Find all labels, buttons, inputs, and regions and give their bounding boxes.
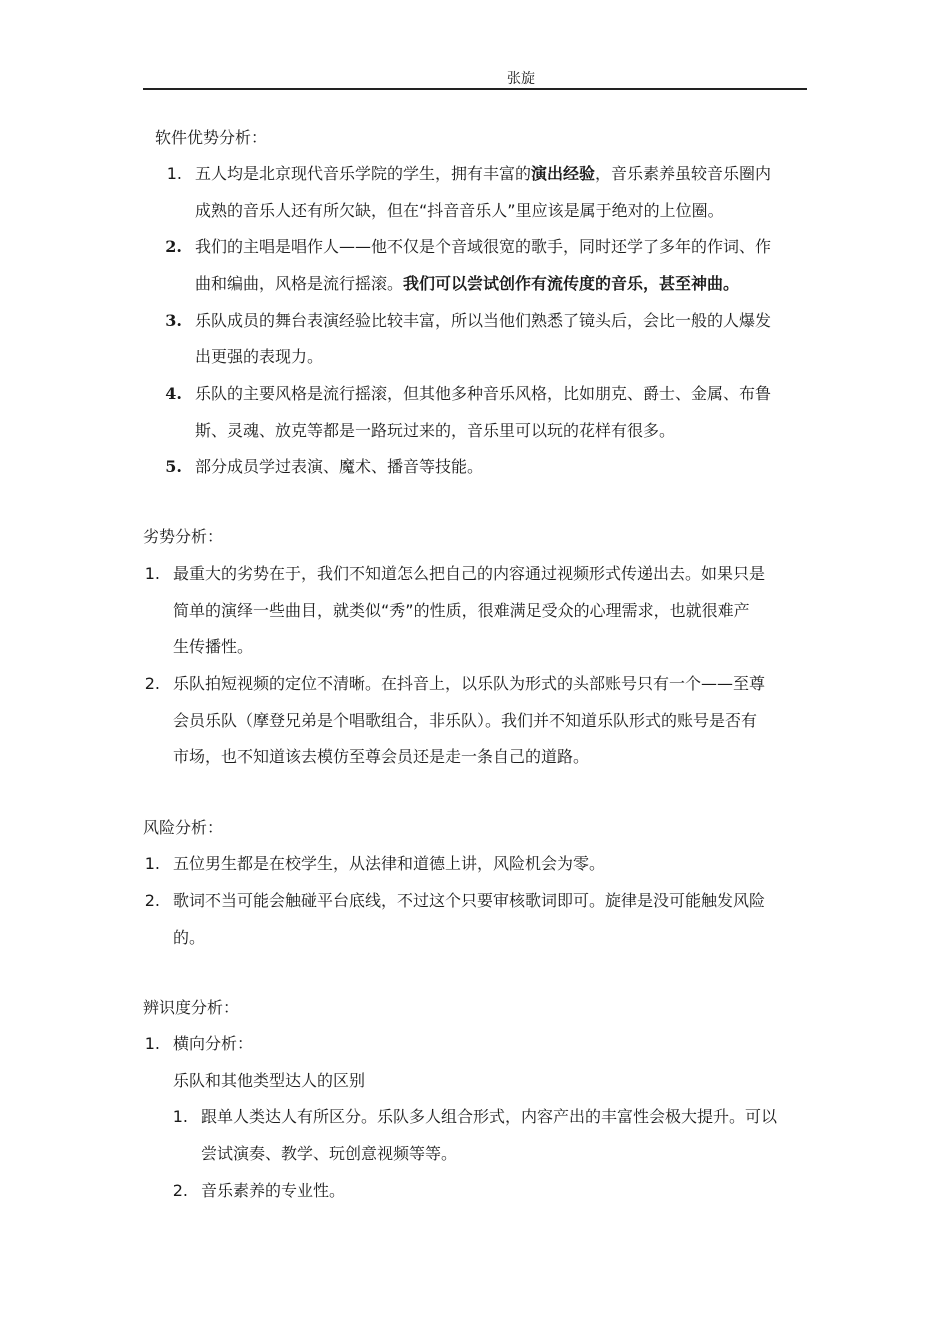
list-item-text: 斯、灵魂、放克等都是一路玩过来的，音乐里可以玩的花样有很多。 bbox=[195, 421, 676, 440]
list-item-text: 五人均是北京现代音乐学院的学生，拥有丰富的演出经验，音乐素养虽较音乐圈内 bbox=[195, 164, 772, 183]
list-item-text: 音乐素养的专业性。 bbox=[201, 1181, 346, 1200]
list-number: 1. bbox=[166, 164, 182, 183]
section-heading-weakness: 劣势分析： bbox=[143, 527, 224, 546]
list-item-text: 会员乐队（摩登兄弟是个唱歌组合，非乐队）。我们并不知道乐队形式的账号是否有 bbox=[173, 711, 758, 730]
list-item-text: 歌词不当可能会触碰平台底线，不过这个只要审核歌词即可。旋律是没可能触发风险 bbox=[173, 891, 766, 910]
section-heading-recognition: 辨识度分析： bbox=[143, 998, 240, 1017]
list-number: 5. bbox=[165, 457, 182, 476]
list-number: 2. bbox=[165, 237, 182, 256]
list-number: 2. bbox=[172, 1181, 188, 1200]
list-item-text: 横向分析： bbox=[173, 1034, 254, 1053]
list-item-text: 五位男生都是在校学生，从法律和道德上讲，风险机会为零。 bbox=[173, 854, 606, 873]
list-item-text: 生传播性。 bbox=[173, 637, 254, 656]
list-number: 1. bbox=[172, 1107, 188, 1126]
page-header bbox=[143, 68, 807, 90]
subheading: 乐队和其他类型达人的区别 bbox=[173, 1071, 366, 1090]
list-number: 2. bbox=[144, 674, 160, 693]
section-heading-software: 软件优势分析： bbox=[155, 128, 268, 147]
author-name: 张旋 bbox=[507, 71, 535, 87]
bold-phrase: 演出经验 bbox=[531, 164, 596, 183]
list-number: 2. bbox=[144, 891, 160, 910]
list-item-text: 成熟的音乐人还有所欠缺，但在“抖音音乐人”里应该是属于绝对的上位圈。 bbox=[195, 201, 724, 220]
list-item-text: 曲和编曲，风格是流行摇滚。我们可以尝试创作有流传度的音乐，甚至神曲。 bbox=[195, 274, 740, 293]
list-item-text: 出更强的表现力。 bbox=[195, 347, 324, 366]
list-item-text: 最重大的劣势在于，我们不知道怎么把自己的内容通过视频形式传递出去。如果只是 bbox=[173, 564, 766, 583]
list-item-text: 的。 bbox=[173, 928, 206, 947]
list-item-text: 跟单人类达人有所区分。乐队多人组合形式，内容产出的丰富性会极大提升。可以 bbox=[201, 1107, 778, 1126]
list-item-text: 乐队的主要风格是流行摇滚，但其他多种音乐风格，比如朋克、爵士、金属、布鲁 bbox=[195, 384, 772, 403]
list-number: 1. bbox=[144, 1034, 160, 1053]
list-number: 3. bbox=[165, 311, 182, 330]
list-item-text: 乐队拍短视频的定位不清晰。在抖音上，以乐队为形式的头部账号只有一个——至尊 bbox=[173, 674, 766, 693]
list-number: 4. bbox=[165, 384, 182, 403]
list-item-text: 我们的主唱是唱作人——他不仅是个音域很宽的歌手，同时还学了多年的作词、作 bbox=[195, 237, 772, 256]
bold-phrase: 我们可以尝试创作有流传度的音乐，甚至神曲。 bbox=[403, 274, 740, 293]
list-item-text: 乐队成员的舞台表演经验比较丰富，所以当他们熟悉了镜头后，会比一般的人爆发 bbox=[195, 311, 772, 330]
section-heading-risk: 风险分析： bbox=[143, 818, 224, 837]
list-item-text: 简单的演绎一些曲目，就类似“秀”的性质，很难满足受众的心理需求，也就很难产 bbox=[173, 601, 750, 620]
list-item-text: 部分成员学过表演、魔术、播音等技能。 bbox=[195, 457, 484, 476]
list-item-text: 市场，也不知道该去模仿至尊会员还是走一条自己的道路。 bbox=[173, 747, 590, 766]
list-number: 1. bbox=[144, 564, 160, 583]
list-number: 1. bbox=[144, 854, 160, 873]
list-item-text: 尝试演奏、教学、玩创意视频等等。 bbox=[201, 1144, 458, 1163]
